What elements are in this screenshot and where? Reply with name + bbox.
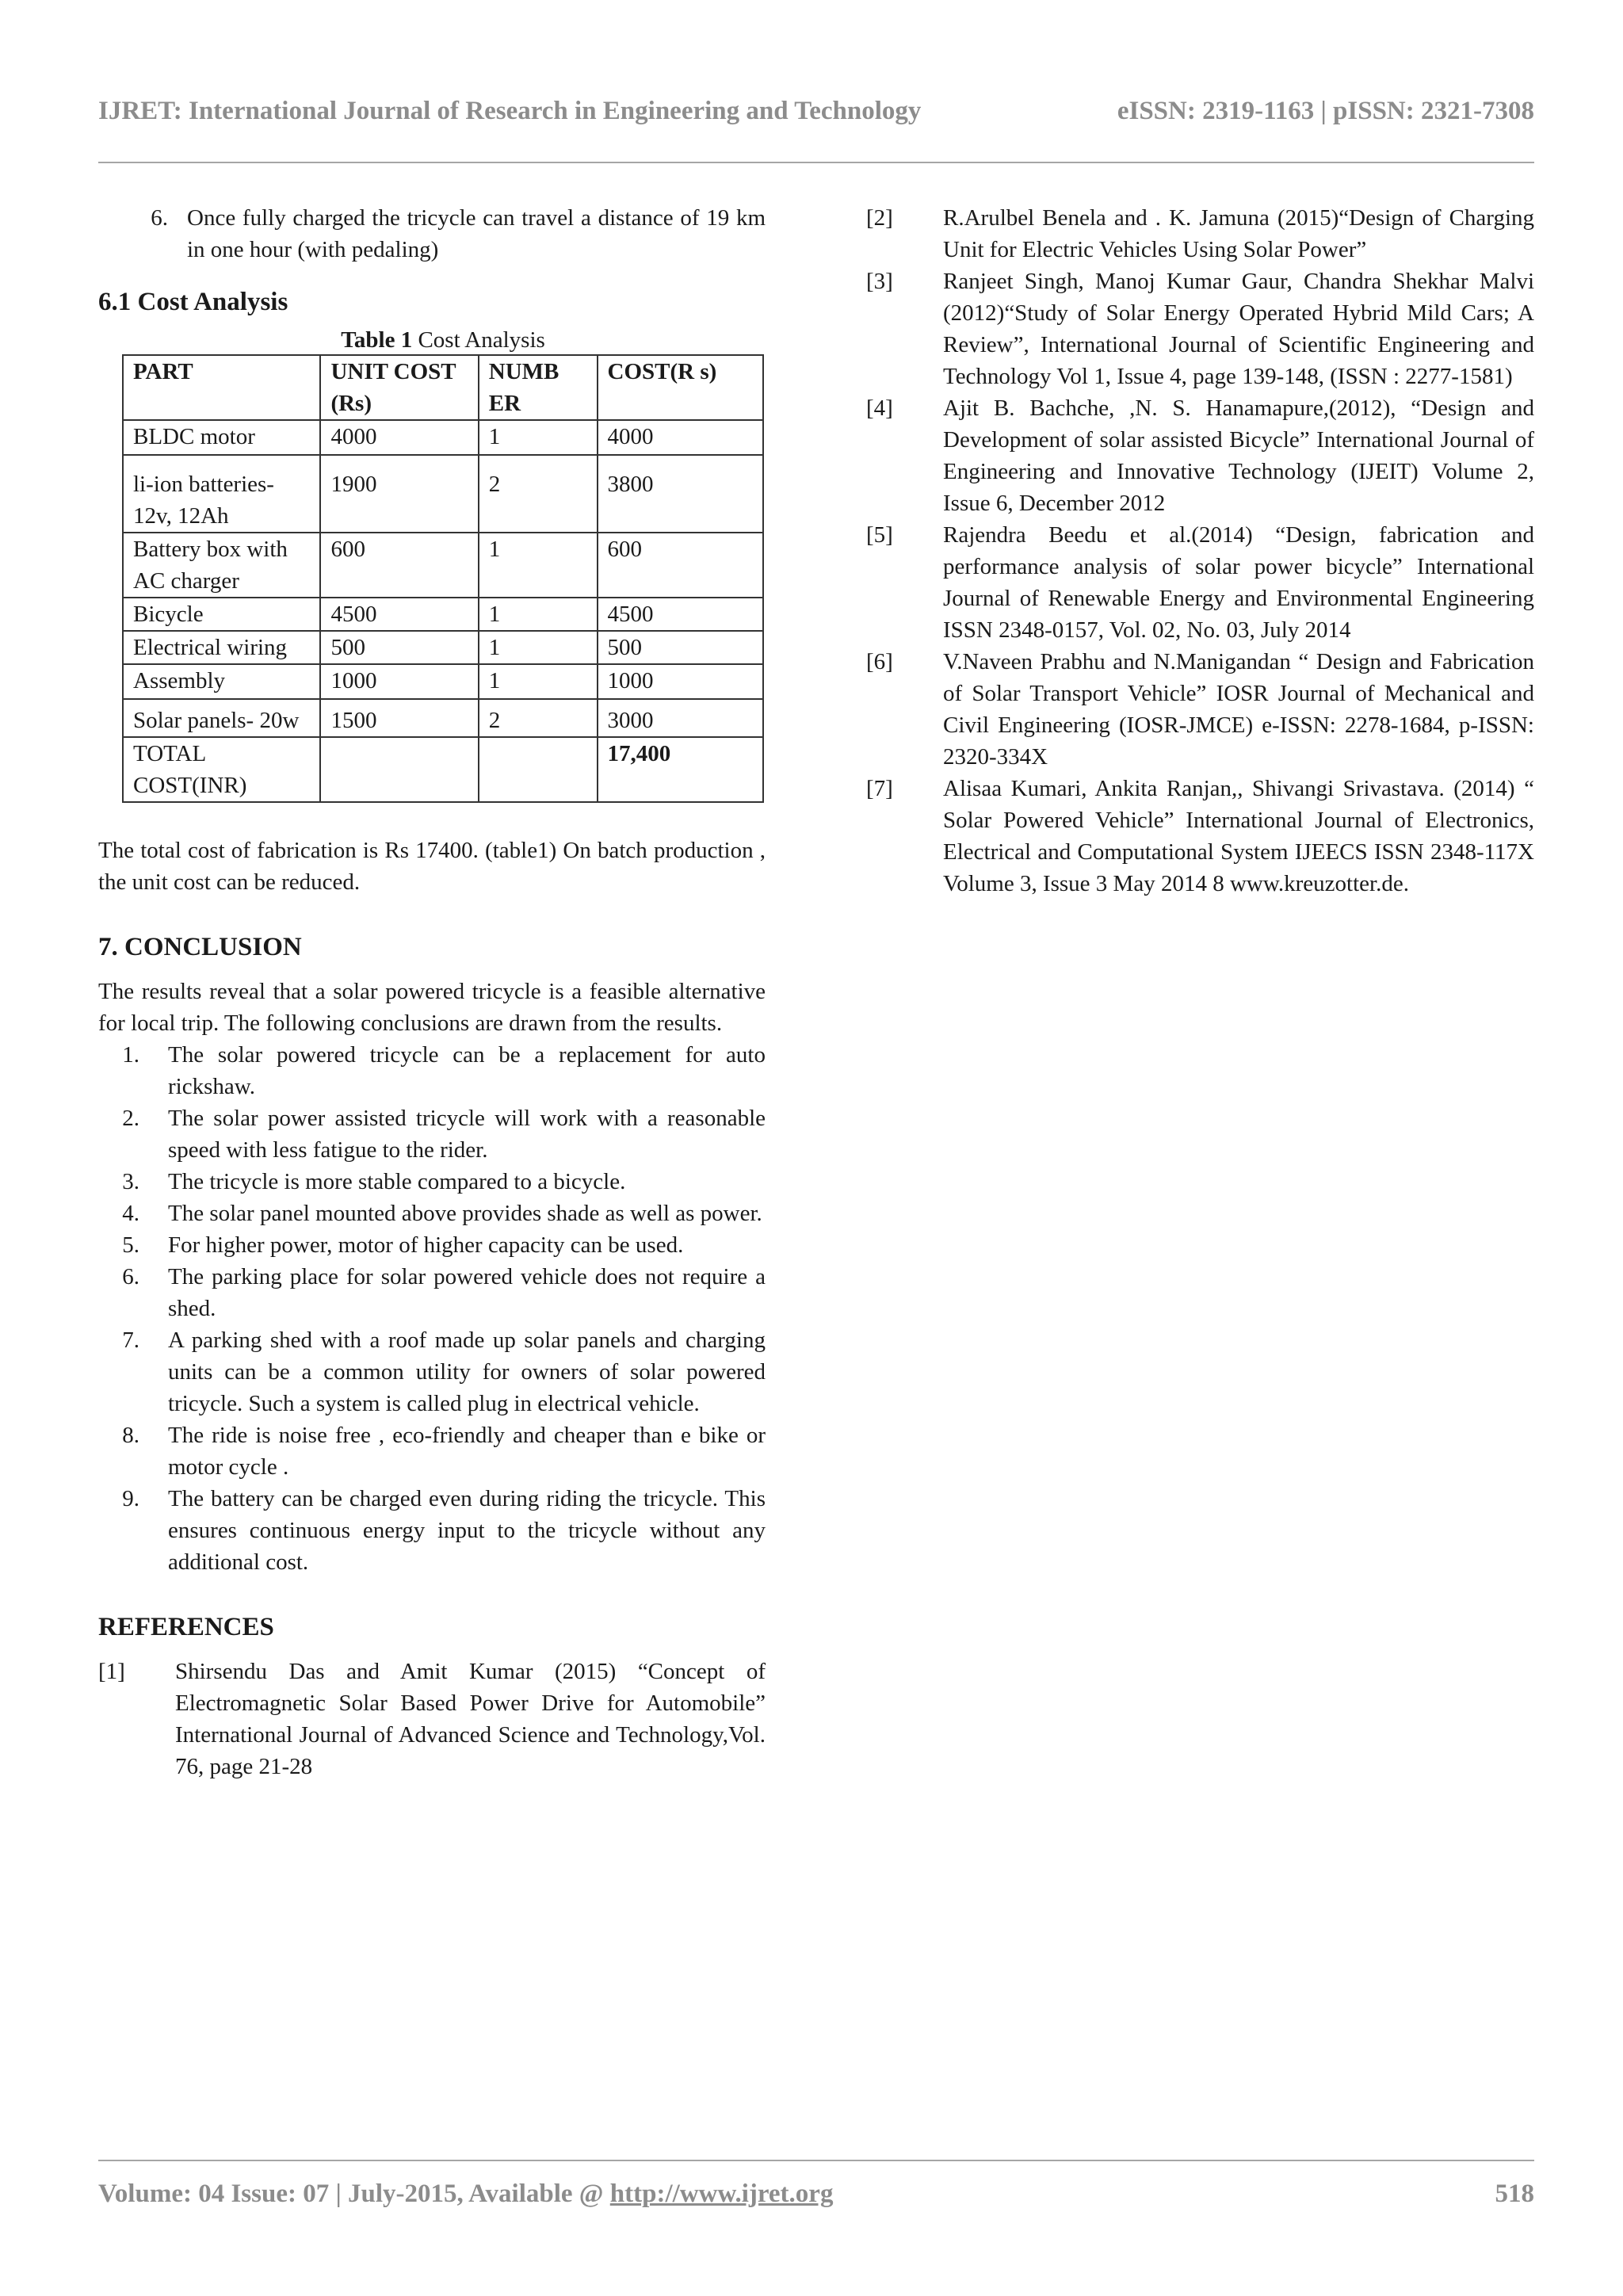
list-item (98, 1261, 766, 1324)
table-cell: 4000 (320, 420, 478, 455)
list-item-number: 1. (122, 1042, 139, 1068)
header-rule (98, 162, 1534, 163)
list-item-text: The solar power assisted tricycle will work with a reasonable speed with less fatigue to the rider. (168, 1106, 766, 1163)
table-row (123, 420, 763, 455)
table-cell: Assembly (123, 664, 320, 699)
list-item-number: 6. (122, 1264, 139, 1289)
reference-number: [2] (866, 205, 893, 231)
table-cell: 2 (479, 455, 598, 533)
table-row (123, 533, 763, 598)
list-item (98, 202, 766, 266)
conclusion-intro: The results reveal that a solar powered tricycle is a feasible alternative for local trip. The following conclusions are drawn from the results. (98, 979, 766, 1036)
list-item-number: 5. (122, 1232, 139, 1258)
table-row (123, 455, 763, 533)
reference-text: Rajendra Beedu et al.(2014) “Design, fabrication and performance analysis of solar power bicycle” International Journal of Renewable Energy and Environmental Engineering ISSN 2348-0157, Vol. 02, No. 03, July 2014 (943, 522, 1534, 643)
list-item-number: 4. (122, 1201, 139, 1226)
references-list-right (866, 202, 1534, 900)
list-item-number: 7. (122, 1328, 139, 1353)
table-row (123, 598, 763, 631)
table-cell: 4500 (598, 598, 764, 631)
table-cell: 1 (479, 631, 598, 664)
left-column (98, 202, 766, 1782)
reference-item (98, 1656, 766, 1782)
reference-item (866, 519, 1534, 646)
table-cell: TOTAL COST(INR) (123, 737, 320, 802)
references-list-left (98, 1656, 766, 1782)
reference-text: V.Naveen Prabhu and N.Manigandan “ Design and Fabrication of Solar Transport Vehicle” IOSR Journal of Mechanical and Civil Engineering (IOSR-JMCE) e-ISSN: 2278-1684, p-ISSN: 2320-334X (943, 649, 1534, 770)
cost-table (122, 354, 764, 803)
reference-number: [5] (866, 522, 893, 548)
table-cell: 4500 (320, 598, 478, 631)
journal-link[interactable]: http://www.ijret.org (609, 2179, 834, 2208)
list-item-text: The solar powered tricycle can be a replacement for auto rickshaw. (168, 1042, 766, 1099)
list-item-number: 9. (122, 1486, 139, 1511)
table-cell: 1000 (598, 664, 764, 699)
cost-paragraph: The total cost of fabrication is Rs 17400. (table1) On batch production , the unit cost can be reduced. (98, 838, 766, 895)
table-cell: 1 (479, 664, 598, 699)
reference-text: Ajit B. Bachche, ,N. S. Hanamapure,(2012), “Design and Development of solar assisted Bicycle” International Journal of Engineering and Innovative Technology (IJEIT) Volume 2, Issue 6, December 2012 (943, 395, 1534, 516)
table-caption (122, 326, 764, 354)
reference-text: Ranjeet Singh, Manoj Kumar Gaur, Chandra Shekhar Malvi (2012)“Study of Solar Energy Operated Hybrid Mild Cars; A Review”, International Journal of Scientific Engineering and Technology Vol 1, Issue 4, page 139-148, (ISSN : 2277-1581) (943, 269, 1534, 389)
table-caption-text: Cost Analysis (412, 327, 545, 353)
list-item-text: The tricycle is more stable compared to a bicycle. (168, 1169, 626, 1194)
list-item-text: The ride is noise free , eco-friendly and cheaper than e bike or motor cycle . (168, 1423, 766, 1480)
table-cell (479, 737, 598, 802)
list-item (98, 1229, 766, 1261)
table-cell: 1000 (320, 664, 478, 699)
table-header-row (123, 355, 763, 420)
list-item-number: 6. (151, 205, 168, 231)
reference-number: [4] (866, 395, 893, 421)
footer-rule (98, 2160, 1534, 2161)
table-row (123, 699, 763, 737)
reference-item (866, 773, 1534, 900)
list-item (98, 1198, 766, 1229)
table-header-cell: UNIT COST (Rs) (320, 355, 478, 420)
table-total-cell: 17,400 (598, 737, 764, 802)
reference-text: Shirsendu Das and Amit Kumar (2015) “Concept of Electromagnetic Solar Based Power Drive for Automobile” International Journal of Advanced Science and Technology,Vol. 76, page 21-28 (175, 1659, 766, 1779)
table-cell: 600 (598, 533, 764, 598)
table-cell: BLDC motor (123, 420, 320, 455)
table-cell: Bicycle (123, 598, 320, 631)
table-cell: Electrical wiring (123, 631, 320, 664)
table-cell: 3800 (598, 455, 764, 533)
list-item-text: A parking shed with a roof made up solar panels and charging units can be a common utility for owners of solar powered tricycle. Such a system is called plug in electrical vehicle. (168, 1328, 766, 1416)
references-heading: REFERENCES (98, 1613, 274, 1641)
table-row (123, 664, 763, 699)
list-item (98, 1419, 766, 1483)
reference-number: [3] (866, 269, 893, 294)
table-cell: 500 (320, 631, 478, 664)
table-row (123, 737, 763, 802)
list-item (98, 1039, 766, 1102)
table-cell: 500 (598, 631, 764, 664)
reference-number: [1] (98, 1659, 125, 1684)
reference-item (866, 392, 1534, 519)
conclusion-list (98, 1039, 766, 1578)
list-item-number: 8. (122, 1423, 139, 1448)
table-cell: 1 (479, 598, 598, 631)
table-cell: Solar panels- 20w (123, 699, 320, 737)
list-item-text: The battery can be charged even during riding the tricycle. This ensures continuous energy input to the tricycle without any additional cost. (168, 1486, 766, 1575)
table-header-cell: COST(R s) (598, 355, 764, 420)
list-item (98, 1166, 766, 1198)
table-cell (320, 737, 478, 802)
pre-list (98, 202, 766, 266)
volume-text: Volume: 04 Issue: 07 | July-2015, Available @ (98, 2179, 610, 2208)
table-cell: 1900 (320, 455, 478, 533)
conclusion-heading: 7. CONCLUSION (98, 933, 302, 961)
reference-text: Alisaa Kumari, Ankita Ranjan,, Shivangi Srivastava. (2014) “ Solar Powered Vehicle” International Journal of Electronics, Electrical and Computational System IJEECS ISSN 2348-117X Volume 3, Issue 3 May 2014 8 www.kreuzotter.de. (943, 776, 1534, 896)
right-column (866, 202, 1534, 900)
table-cell: 3000 (598, 699, 764, 737)
table-cell: 4000 (598, 420, 764, 455)
reference-item (866, 202, 1534, 266)
cost-analysis-heading: 6.1 Cost Analysis (98, 288, 288, 316)
table-cell: 1500 (320, 699, 478, 737)
page-number: 518 (1495, 2179, 1534, 2208)
table-header-cell: PART (123, 355, 320, 420)
list-item-text: For higher power, motor of higher capacity can be used. (168, 1232, 684, 1258)
list-item (98, 1102, 766, 1166)
reference-number: [6] (866, 649, 893, 674)
table-caption-label: Table 1 (341, 327, 413, 353)
list-item (98, 1324, 766, 1419)
reference-number: [7] (866, 776, 893, 801)
reference-text: R.Arulbel Benela and . K. Jamuna (2015)“Design of Charging Unit for Electric Vehicles Using Solar Power” (943, 205, 1534, 262)
issn-info: eISSN: 2319-1163 | pISSN: 2321-7308 (1117, 97, 1534, 125)
list-item-number: 2. (122, 1106, 139, 1131)
table-cell: 2 (479, 699, 598, 737)
list-item-number: 3. (122, 1169, 139, 1194)
list-item (98, 1483, 766, 1578)
volume-info (98, 2179, 833, 2209)
table-header-cell: NUMB ER (479, 355, 598, 420)
table-row (123, 631, 763, 664)
reference-item (866, 646, 1534, 773)
table-cell: Battery box with AC charger (123, 533, 320, 598)
list-item-text: Once fully charged the tricycle can travel a distance of 19 km in one hour (with pedaling) (187, 205, 766, 262)
list-item-text: The solar panel mounted above provides shade as well as power. (168, 1201, 762, 1226)
table-cell: li-ion batteries- 12v, 12Ah (123, 455, 320, 533)
table-cell: 600 (320, 533, 478, 598)
reference-item (866, 266, 1534, 392)
journal-title: IJRET: International Journal of Research in Engineering and Technology (98, 97, 922, 125)
table-cell: 1 (479, 420, 598, 455)
table-cell: 1 (479, 533, 598, 598)
list-item-text: The parking place for solar powered vehicle does not require a shed. (168, 1264, 766, 1321)
